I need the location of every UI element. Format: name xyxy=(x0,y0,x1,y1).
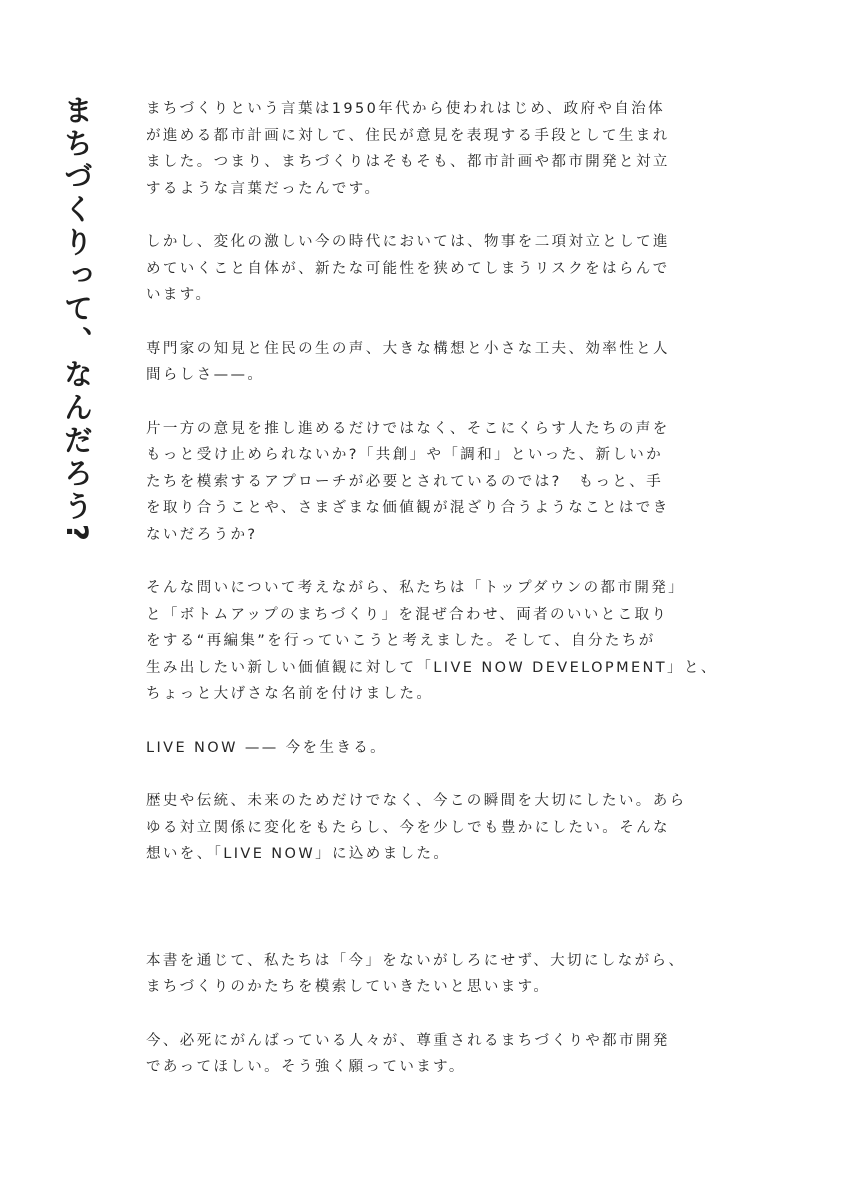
paragraph-contrasts: 専門家の知見と住民の生の声、大きな構想と小さな工夫、効率性と人 間らしさ——。 xyxy=(146,340,670,383)
paragraph-spacer xyxy=(146,548,726,575)
page-title: まちづくりって、なんだろう? xyxy=(60,95,94,545)
paragraph-wish: 今、必死にがんばっている人々が、尊重されるまちづくりや都市開発 であってほしい。そう強く願っています。 xyxy=(146,1032,670,1075)
paragraph-live-now: LIVE NOW —— 今を生きる。 xyxy=(146,739,388,756)
paragraph-spacer xyxy=(146,761,726,788)
paragraph-book-intent: 本書を通じて、私たちは「今」をないがしろにせず、大切にしながら、 まちづくりのかたちを模索していきたいと思います。 xyxy=(146,952,686,995)
paragraph-this-moment: 歴史や伝統、未来のためだけでなく、今この瞬間を大切にしたい。あら ゆる対立関係に変化をもたらし、今を少しでも豊かにしたい。そんな 想いを、「LIVE NOW」に込めました。 xyxy=(146,793,687,862)
paragraph-reediting: そんな問いについて考えながら、私たちは「トップダウンの都市開発」 と「ボトムアップのまちづくり」を混ぜ合わせ、両者のいいとこ取り をする“再編集”を行っていこうと考えました。そして、自分たちが 生み出したい新しい価値観に対して「LIVE NOW DEVELOPMENT」と、 ちょっと大げさな名前を付けました。 xyxy=(146,580,718,702)
paragraph-spacer xyxy=(146,708,726,735)
paragraph-spacer xyxy=(146,1001,726,1028)
paragraph-spacer xyxy=(146,202,726,229)
paragraph-spacer xyxy=(146,389,726,416)
section-spacer xyxy=(146,868,726,948)
paragraph-origin: まちづくりという言葉は1950年代から使われはじめ、政府や自治体 が進める都市計画に対して、住民が意見を表現する手段として生まれ ました。つまり、まちづくりはそもそも、都市計画や都市開発と対立 するような言葉だったんです。 xyxy=(146,101,670,197)
paragraph-risk: しかし、変化の激しい今の時代においては、物事を二項対立として進 めていくこと自体が、新たな可能性を狭めてしまうリスクをはらんで います。 xyxy=(146,234,670,303)
paragraph-cocreation: 片一方の意見を推し進めるだけではなく、そこにくらす人たちの声を もっと受け止められないか?「共創」や「調和」といった、新しいか たちを模索するアプローチが必要とされているのでは? もっと、手 を取り合うことや、さまざまな価値観が混ざり合うようなことはでき ないだろうか? xyxy=(146,420,670,543)
paragraph-spacer xyxy=(146,309,726,336)
body-text xyxy=(146,96,726,1081)
